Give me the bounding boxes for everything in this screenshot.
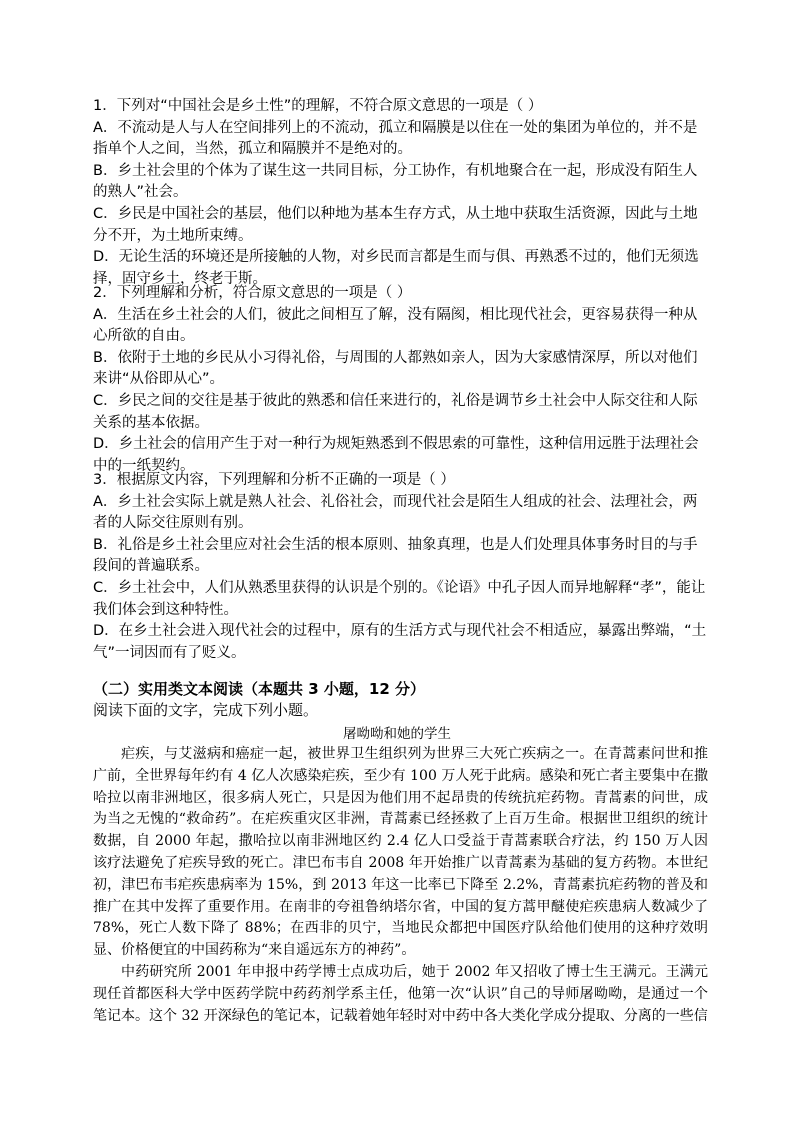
question-3-option-c: C．乡土社会中，人们从熟悉里获得的认识是个别的。《论语》中孔子因人而异地解释“孝”，能让我们体会到这种特性。 xyxy=(93,579,706,618)
question-2 xyxy=(93,283,708,477)
section-instruction: 阅读下面的文字，完成下列小题。 xyxy=(93,701,319,719)
question-1-option-c: C．乡民是中国社会的基层，他们以种地为基本生存方式，从土地中获取生活资源，因此与土地分不开，为土地所束缚。 xyxy=(93,205,698,244)
question-1-option-a: A．不流动是人与人在空间排列上的不流动，孤立和隔膜是以住在一处的集团为单位的，并不是指单个人之间，当然，孤立和隔膜并不是绝对的。 xyxy=(93,119,698,158)
question-2-option-a: A．生活在乡土社会的人们，彼此之间相互了解，没有隔阂，相比现代社会，更容易获得一种从心所欲的自由。 xyxy=(93,306,698,345)
question-1-option-d: D．无论生活的环境还是所接触的人物，对乡民而言都是生而与俱、再熟悉不过的，他们无须选择，固守乡土，终老于斯。 xyxy=(93,249,699,287)
question-2-stem: 2．下列理解和分析，符合原文意思的一项是（ ） xyxy=(93,285,412,301)
question-3-option-d: D．在乡土社会进入现代社会的过程中，原有的生活方式与现代社会不相适应，暴露出弊端，“土气”一词因而有了贬义。 xyxy=(93,623,707,661)
question-2-option-b: B．依附于土地的乡民从小习得礼俗，与周围的人都熟如亲人，因为大家感情深厚，所以对他们来讲“从俗即从心”。 xyxy=(93,349,698,388)
question-1-option-b: B．乡土社会里的个体为了谋生这一共同目标，分工协作，有机地聚合在一起，形成没有陌生人的熟人”社会。 xyxy=(93,162,698,201)
question-1-stem: 1．下列对“中国社会是乡土性”的理解，不符合原文意思的一项是（ ） xyxy=(93,98,543,114)
question-3 xyxy=(93,470,708,664)
question-3-option-a: A．乡土社会实际上就是熟人社会、礼俗社会，而现代社会是陌生人组成的社会、法理社会，两者的人际交往原则有别。 xyxy=(93,493,698,532)
question-2-option-c: C．乡民之间的交往是基于彼此的熟悉和信任来进行的，礼俗是调节乡土社会中人际交往和人际关系的基本依据。 xyxy=(93,392,698,431)
article-title: 屠呦呦和她的学生 xyxy=(343,726,451,742)
article-paragraph: 中药研究所 2001 年申报中药学博士点成功后，她于 2002 年又招收了博士生王满元。王满元现任首都医科大学中医药学院中药药剂学系主任，他第一次“认识”自己的导师屠呦呦，是通过一个笔记本。这个 32 开深绿色的笔记本，记载着她年轻时对中药中各大类化学成分提取、分离的一些信 xyxy=(93,963,708,1024)
section-heading: （二）实用类文本阅读（本题共 3 小题，12 分） xyxy=(93,680,425,698)
question-3-stem: 3．根据原文内容，下列理解和分析不正确的一项是（ ） xyxy=(93,472,455,488)
question-1 xyxy=(93,96,708,290)
section-2 xyxy=(93,679,708,721)
article-paragraph: 疟疾，与艾滋病和癌症一起，被世界卫生组织列为世界三大死亡疾病之一。在青蒿素问世和推广前，全世界每年约有 4 亿人次感染疟疾，至少有 100 万人死于此病。感染和死亡者主要集中在撒哈拉以南非洲地区，很多病人死亡，只是因为他们用不起昂贵的传统抗疟药物。青蒿素的问世，成为当之无愧的“救命药”。在疟疾重灾区非洲，青蒿素已经拯救了上百万生命。根据世卫组织的统计数据，自 2000 年起，撒哈拉以南非洲地区约 2.4 亿人口受益于青蒿素联合疗法，约 150 万人因该疗法避免了疟疾导致的死亡。津巴布韦自 2008 年开始推广以青蒿素为基础的复方药物。本世纪初，津巴布韦疟疾患病率为 15%，到 2013 年这一比率已下降至 2.2%，青蒿素抗疟药物的普及和推广在其中发挥了重要作用。在南非的夸祖鲁纳塔尔省，中国的复方蒿甲醚使疟疾患病人数减少了 78%，死亡人数下降了 88%；在西非的贝宁，当地民众都把中国医疗队给他们使用的这种疗效明显、价格便宜的中国药称为“来自遥远东方的神药”。 xyxy=(93,746,708,959)
article-body xyxy=(93,744,708,1027)
question-2-option-d: D．乡土社会的信用产生于对一种行为规矩熟悉到不假思索的可靠性，这种信用远胜于法理社会中的一纸契约。 xyxy=(93,436,699,474)
question-3-option-b: B．礼俗是乡土社会里应对社会生活的根本原则、抽象真理，也是人们处理具体事务时目的与手段间的普遍联系。 xyxy=(93,536,698,575)
